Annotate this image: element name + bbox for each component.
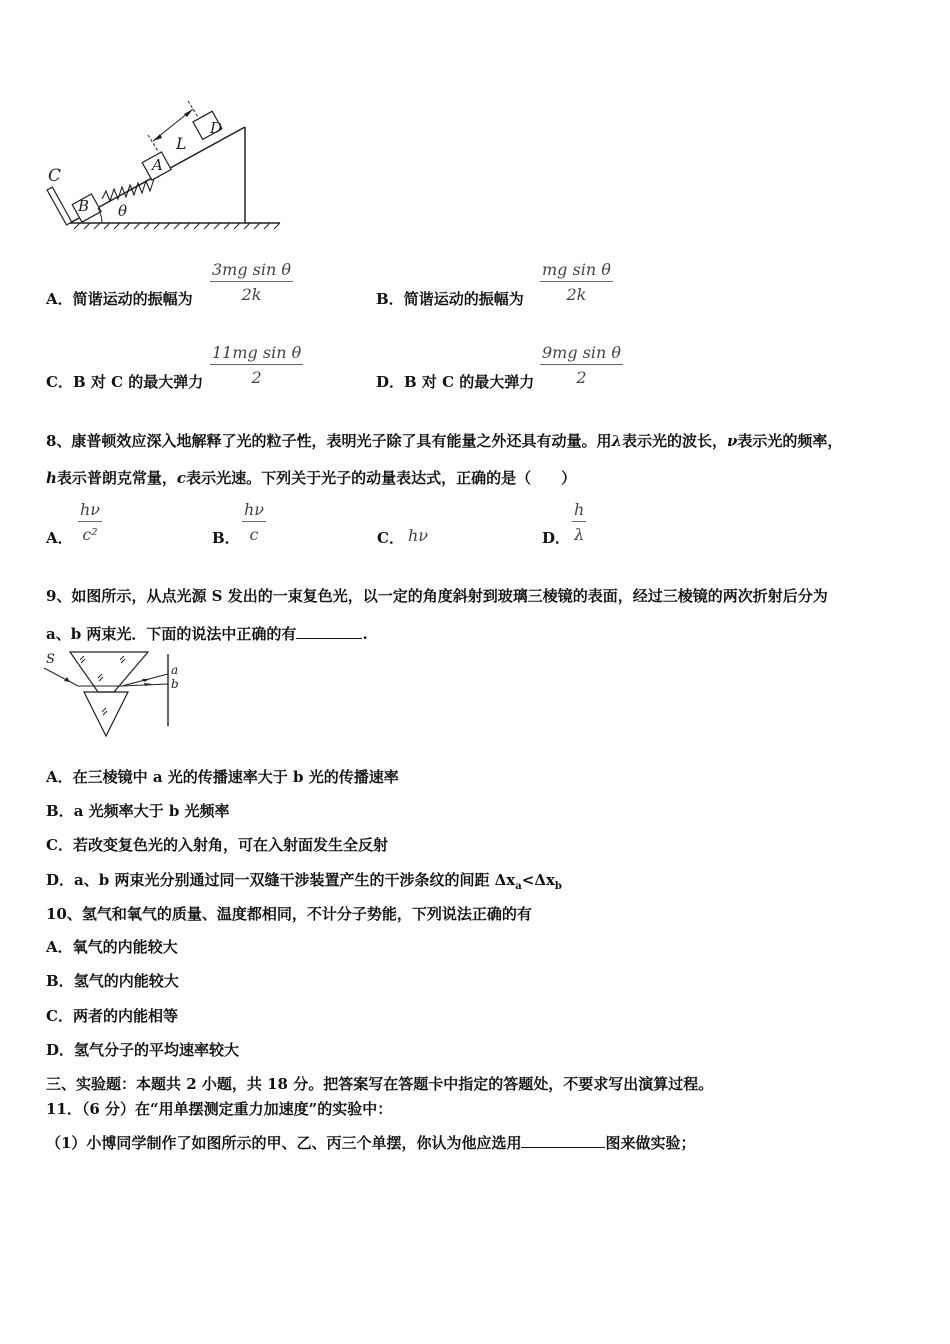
q8-option-c[interactable]: C． (377, 529, 404, 547)
q10-option-d[interactable]: D．氢气分子的平均速率较大 (46, 1041, 240, 1059)
q11-part1: （1）小博同学制作了如图所示的甲、乙、丙三个单摆，你认为他应选用 图来做实验； (46, 1134, 696, 1152)
q8-option-d[interactable]: D． (542, 529, 571, 547)
q7-option-c[interactable]: C．B 对 C 的最大弹力 (46, 373, 204, 391)
section3-heading: 三、实验题：本题共 2 小题，共 18 分。把答案写在答题卡中指定的答题处，不要求写出演算过程。 (46, 1075, 714, 1093)
q10-option-b[interactable]: B．氢气的内能较大 (46, 972, 179, 990)
q7-option-d[interactable]: D．B 对 C 的最大弹力 (376, 373, 535, 391)
q7-option-b-formula: $\frac{\text{mg sin θ}}{2k}$ (542, 260, 611, 304)
q10-stem: 10、氢气和氧气的质量、温度都相同，不计分子势能，下列说法正确的有 (46, 905, 532, 923)
q7-option-a[interactable]: A．简谐运动的振幅为 (46, 290, 193, 308)
q8-option-a-formula: $\frac{h\nu}{\text{c²}}$ (80, 500, 101, 544)
q7-option-a-formula: $\frac{\text{3mg sin θ}}{2k}$ (212, 260, 292, 304)
q8-option-b-formula: $\frac{h\nu}{c}$ (244, 500, 265, 544)
label-b: B (78, 197, 90, 215)
label-a-ray: a (171, 663, 179, 677)
label-b-ray: b (171, 677, 179, 691)
q11-stem: 11．（6 分）在“用单摆测定重力加速度”的实验中： (46, 1100, 393, 1118)
q8-option-d-formula: $\frac{h}{\lambda}$ (574, 500, 585, 544)
q7-option-d-formula: $\frac{\text{9mg sin θ}}{2}$ (542, 343, 622, 387)
q8-stem-line1: 8、康普顿效应深入地解释了光的粒子性，表明光子除了具有能量之外还具有动量。用λ表示光的波长，ν表示光的频率， (46, 432, 843, 450)
q8-option-c-formula: hν (408, 526, 429, 545)
q9-option-b[interactable]: B．a 光频率大于 b 光频率 (46, 802, 230, 820)
q10-option-c[interactable]: C．两者的内能相等 (46, 1007, 178, 1025)
q8-option-a[interactable]: A． (46, 529, 73, 547)
q9-option-c[interactable]: C．若改变复色光的入射角，可在入射面发生全反射 (46, 836, 388, 854)
prism-figure (40, 648, 190, 740)
label-a: A (152, 156, 163, 174)
q8-stem-line2: h表示普朗克常量，c表示光速。下列关于光子的动量表达式，正确的是（ ） (46, 469, 577, 487)
label-d: D (210, 119, 223, 137)
q8-option-b[interactable]: B． (212, 529, 240, 547)
q7-option-c-formula: $\frac{\text{11mg sin θ}}{2}$ (212, 343, 302, 387)
q9-option-a[interactable]: A．在三棱镜中 a 光的传播速率大于 b 光的传播速率 (46, 768, 399, 786)
label-c: C (48, 166, 62, 186)
q11-answer-blank[interactable] (521, 1146, 605, 1148)
spring (102, 179, 154, 201)
label-s: S (46, 652, 55, 667)
q7-option-b[interactable]: B．简谐运动的振幅为 (376, 290, 524, 308)
label-l: L (176, 134, 187, 153)
q9-option-d[interactable]: D．a、b 两束光分别通过同一双缝干涉装置产生的干涉条纹的间距 $\Delta x_a<\Delta x_b$ (46, 871, 562, 892)
q9-stem-line2: a、b 两束光．下面的说法中正确的有 . (46, 625, 368, 643)
incline-spring-figure (40, 95, 290, 235)
q10-option-a[interactable]: A．氧气的内能较大 (46, 938, 178, 956)
label-theta: θ (118, 202, 128, 220)
q9-answer-blank[interactable] (296, 637, 362, 639)
q9-stem-line1: 9、如图所示，从点光源 S 发出的一束复色光，以一定的角度斜射到玻璃三棱镜的表面，经过三棱镜的两次折射后分为 (46, 587, 828, 605)
